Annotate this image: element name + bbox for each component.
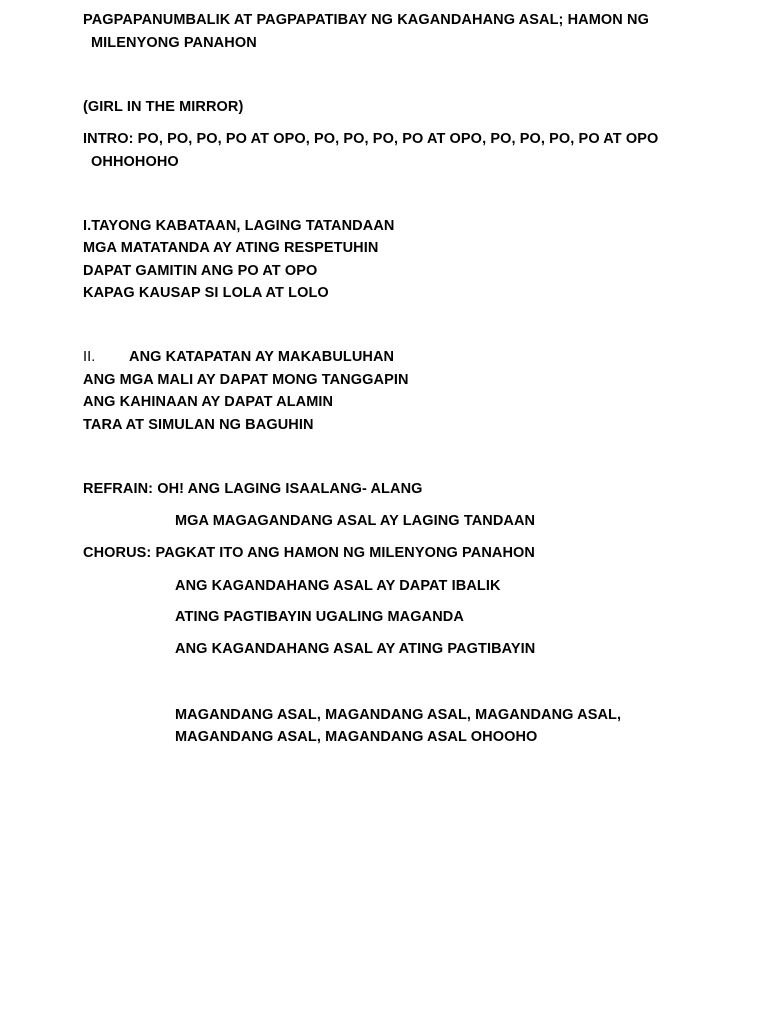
title-line-1: PAGPAPANUMBALIK AT PAGPAPATIBAY NG KAGANDAHANG ASAL; HAMON NG [83,12,649,28]
verse2-line-4: TARA AT SIMULAN NG BAGUHIN [83,417,314,433]
chorus-line-3: ATING PAGTIBAYIN UGALING MAGANDA [175,609,464,625]
chorus-line-1: CHORUS: PAGKAT ITO ANG HAMON NG MILENYONG PANAHON [83,545,535,561]
verse1-line-3: DAPAT GAMITIN ANG PO AT OPO [83,263,318,279]
intro-line-1: INTRO: PO, PO, PO, PO AT OPO, PO, PO, PO, PO AT OPO, PO, PO, PO, PO AT OPO [83,131,659,147]
refrain-line-1: REFRAIN: OH! ANG LAGING ISAALANG- ALANG [83,481,423,497]
outro-line-2: MAGANDANG ASAL, MAGANDANG ASAL OHOOHO [175,729,538,745]
chorus-line-2: ANG KAGANDAHANG ASAL AY DAPAT IBALIK [175,578,501,594]
verse1-line-1: I.TAYONG KABATAAN, LAGING TATANDAAN [83,218,395,234]
verse1-line-2: MGA MATATANDA AY ATING RESPETUHIN [83,240,379,256]
verse2-first-line: ANG KATAPATAN AY MAKABULUHAN [129,349,395,365]
verse2-line-1 [83,346,394,368]
verse2-line-2: ANG MGA MALI AY DAPAT MONG TANGGAPIN [83,372,409,388]
verse1-line-4: KAPAG KAUSAP SI LOLA AT LOLO [83,285,329,301]
verse2-line-3: ANG KAHINAAN AY DAPAT ALAMIN [83,394,334,410]
chorus-line-4: ANG KAGANDAHANG ASAL AY ATING PAGTIBAYIN [175,641,536,657]
outro-line-1: MAGANDANG ASAL, MAGANDANG ASAL, MAGANDANG ASAL, [175,707,622,723]
intro-line-2: OHHOHOHO [91,154,179,170]
refrain-line-2: MGA MAGAGANDANG ASAL AY LAGING TANDAAN [175,513,536,529]
title-line-2: MILENYONG PANAHON [91,35,257,51]
verse2-numeral: II. [83,349,96,365]
song-subtitle: (GIRL IN THE MIRROR) [83,99,244,115]
